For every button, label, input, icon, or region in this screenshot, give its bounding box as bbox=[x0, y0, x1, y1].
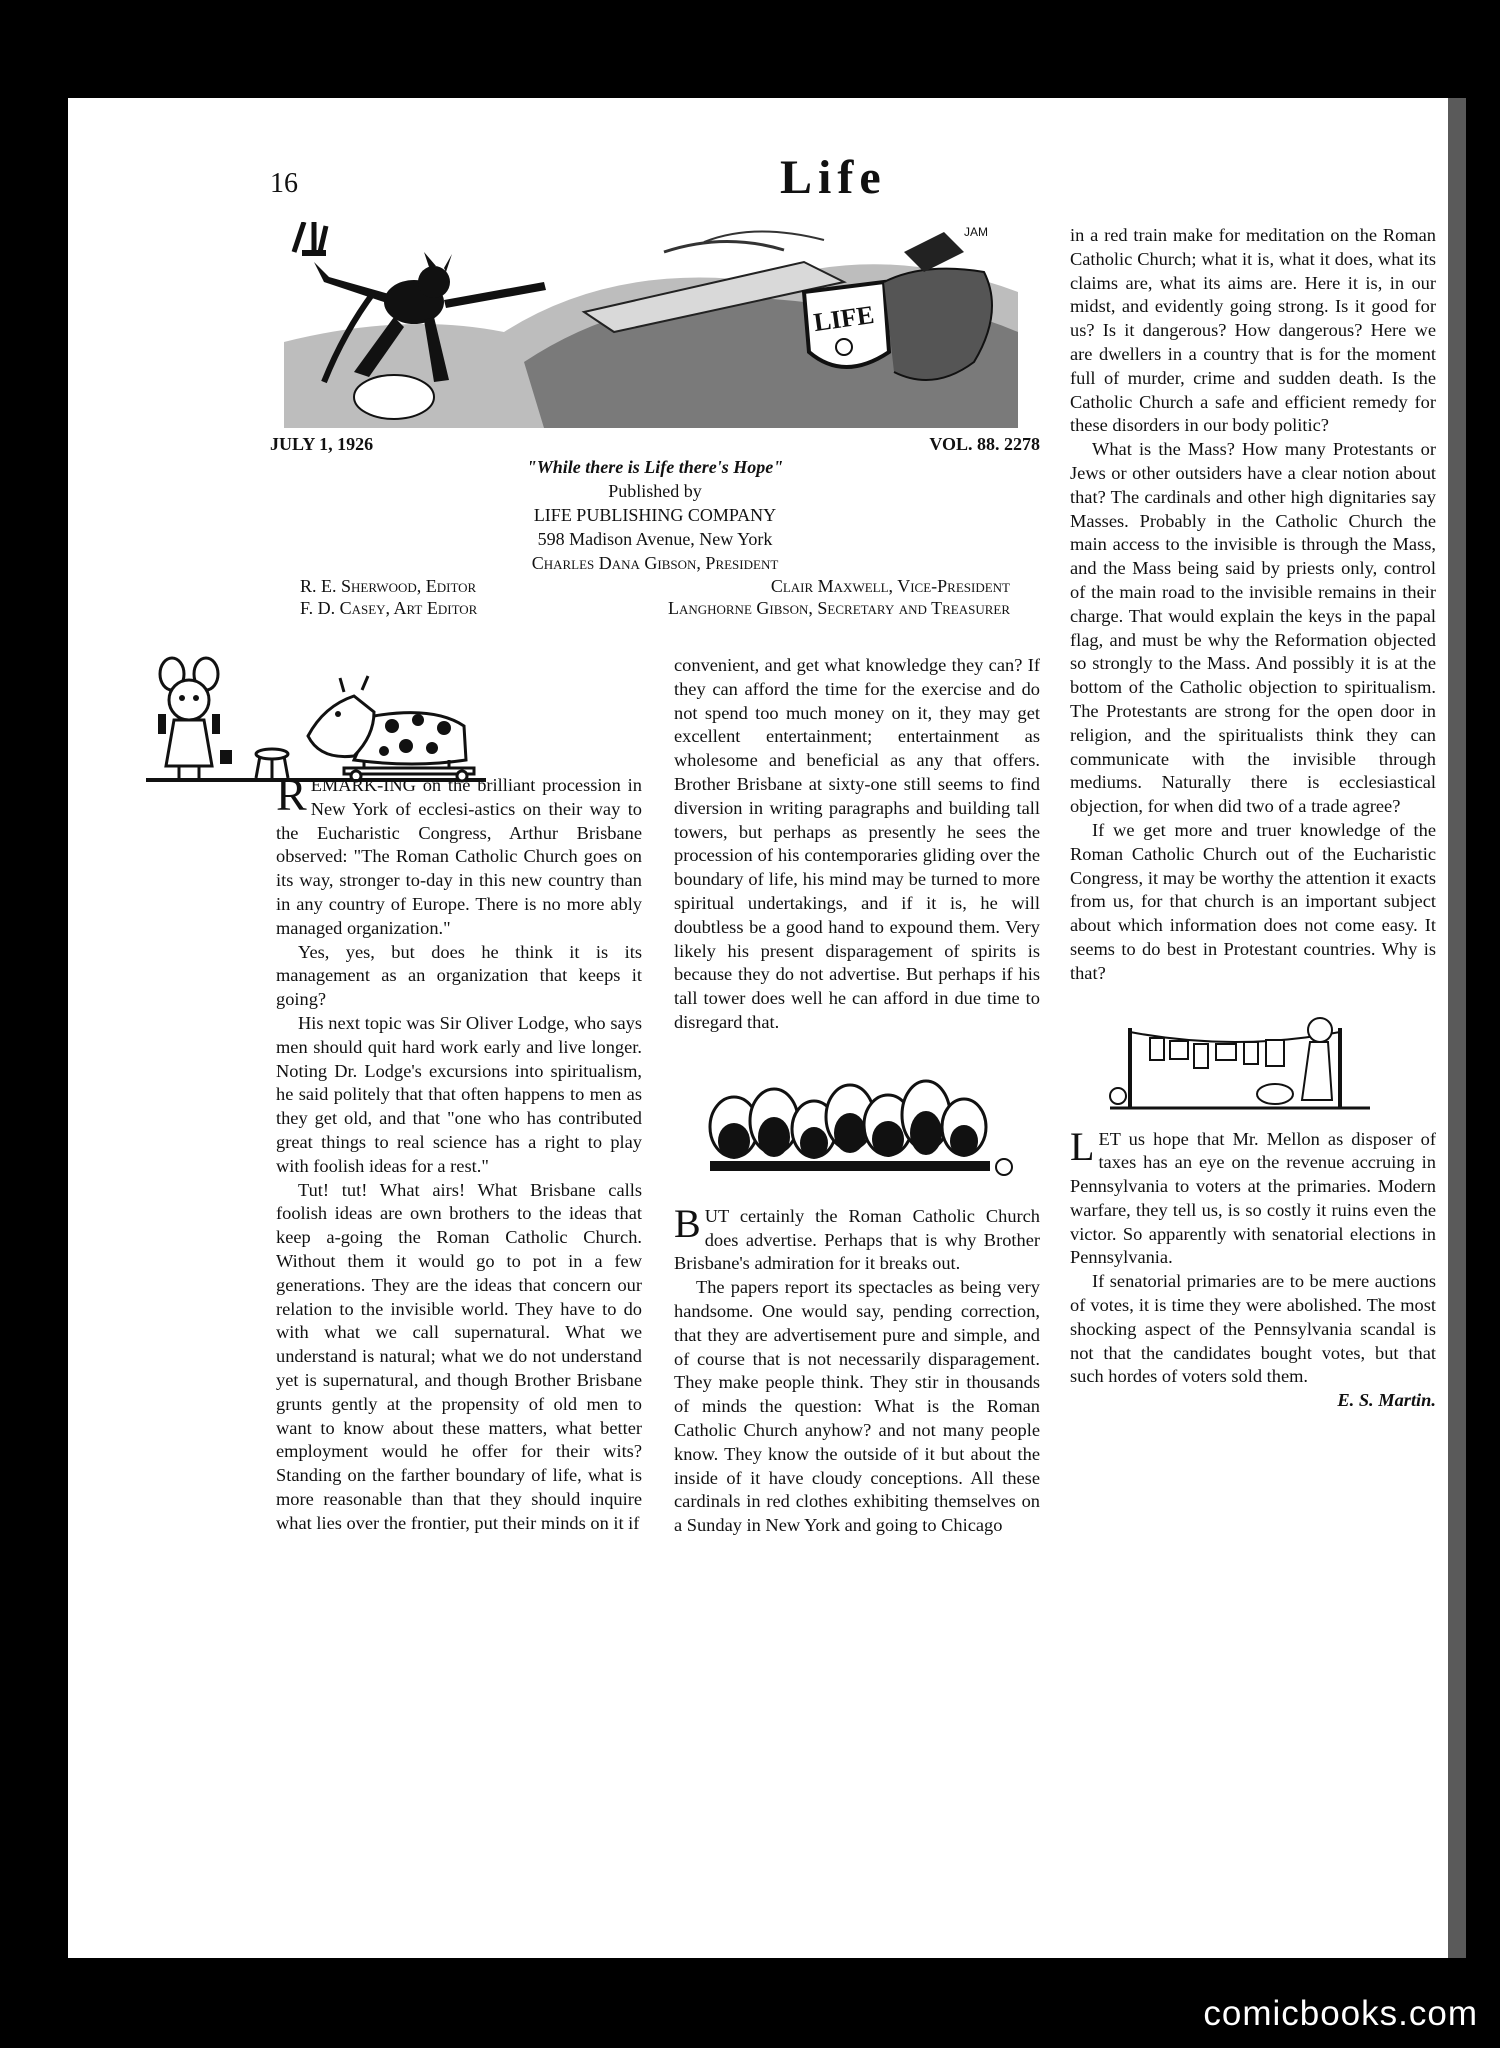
article-column-3 bbox=[1070, 224, 1436, 1413]
watermark: comicbooks.com bbox=[1203, 1994, 1478, 2033]
paragraph-12: If senatorial primaries are to be mere auctions of votes, it is time they were abolished. The most shocking aspect of the Pennsylvania scandal is not that the candidates bought votes, but that such hordes of voters sold them. bbox=[1070, 1271, 1436, 1387]
paragraph-1 bbox=[276, 769, 642, 941]
date-volume-row bbox=[270, 434, 1040, 455]
page-number: 16 bbox=[270, 168, 298, 199]
publisher-address: 598 Madison Avenue, New York bbox=[537, 529, 773, 549]
editorial-header bbox=[270, 434, 1040, 619]
paragraph-6-text: UT certainly the Roman Catholic Church does advertise. Perhaps that is why Brother Brisbane's admiration for it breaks out. bbox=[674, 1205, 1040, 1274]
article-column-2 bbox=[674, 654, 1040, 1538]
header-illustration bbox=[284, 222, 1018, 428]
issue-volume: VOL. 88. 2278 bbox=[929, 434, 1040, 454]
paragraph-3: His next topic was Sir Oliver Lodge, who says men should quit hard work early and live longer. Noting Dr. Lodge's excursions into spiritualism, he said politely that that often happens to men as they get old, and that "one who has contributed great things to real science has a right to play with foolish ideas for a rest." bbox=[276, 1012, 642, 1176]
drop-cap-r: R bbox=[276, 769, 307, 820]
paragraph-7: The papers report its spectacles as being very handsome. One would say, pending correction, that they are advertisement pure and simple, and of course that is not necessarily disparagement. They make people think. They stir in thousands of minds the question: What is the Roman Catholic Church anyhow? and not many people know. They know the outside of it but about the inside of it have cloudy conceptions. All these cardinals in red clothes exhibiting themselves on a Sunday in New York and going to Chicago bbox=[674, 1277, 1040, 1536]
clothesline-cartoon bbox=[1070, 1008, 1436, 1114]
paragraph-6 bbox=[674, 1200, 1040, 1276]
article-column-1 bbox=[276, 654, 642, 1536]
author-signature: E. S. Martin. bbox=[1337, 1390, 1436, 1411]
staff-row-2 bbox=[270, 597, 1040, 619]
secretary-line: Langhorne Gibson, Secretary and Treasurer bbox=[667, 598, 1010, 618]
page-edge bbox=[1448, 98, 1466, 1958]
editor-line: R. E. Sherwood, Editor bbox=[300, 576, 477, 596]
masthead-title: Life bbox=[780, 151, 887, 204]
paragraph-10: If we get more and truer knowledge of the Roman Catholic Church out of the Eucharistic Congress, it may be worthy the attention it exacts from us, for that church is an important subject about which information does not come easy. It seems to do best in Protestant countries. Why is that? bbox=[1070, 819, 1436, 983]
crowd-of-faces-cartoon bbox=[674, 1057, 1040, 1187]
issue-date: JULY 1, 1926 bbox=[270, 434, 374, 454]
motto: "While there is Life there's Hope" bbox=[526, 457, 784, 477]
paragraph-8: in a red train make for meditation on the Roman Catholic Church; what it is, what it does, what its claims are, what its aims are. Here it is, in our midst, and evidently going strong. Is it good for us? Is it dangerous? How dangerous? Here we are dwellers in a country that is for the moment full of murder, crime and sudden death. Is the Catholic Church a safe and efficient remedy for these disorders in our body politic? bbox=[1070, 225, 1436, 436]
artist-signature: JAM bbox=[964, 225, 988, 239]
publisher-name: LIFE PUBLISHING COMPANY bbox=[533, 505, 777, 525]
byline-row bbox=[1070, 1389, 1436, 1413]
paragraph-5: convenient, and get what knowledge they can? If they can afford the time for the exercise and do not spend too much money on it, they may get excellent entertainment; entertainment as wholesome and beneficial as any that offers. Brother Brisbane at sixty-one still seems to find diversion in writing paragraphs and building tall towers, but perhaps as presently he sees the procession of his contemporaries gliding over the boundary of life, his mind may be turned to more spiritual undertakings, and if it is, he will doubtless be a good hand to expound them. Very likely his present disparagement of spirits is because they do not advertise. But perhaps if his tall tower does well he can afford in due time to disregard that. bbox=[674, 655, 1040, 1032]
paragraph-11 bbox=[1070, 1123, 1436, 1271]
paragraph-9: What is the Mass? How many Protestants or Jews or other outsiders have a clear notion about that? The cardinals and other high dignitaries say Masses. Probably in the Catholic Church the main access to the invisible is through the Mass, and the Mass being said by priests only, control of the main road to the invisible remains in their charge. That would explain the keys in the papal flag, and must be why the Reformation objected so strongly to the Mass. And possibly it is at the bottom of the Catholic objection to spiritualism. The Protestants are strong for the open door in religion, and the spiritualists think they can communicate with the invisible through mediums. Naturally there is ecclesiastical objection, for when did two of a trade agree? bbox=[1070, 439, 1436, 817]
paragraph-1-text: EMARK-ING on the brilliant procession in New York of ecclesi-astics on their way to the Eucharistic Congress, Arthur Brisbane observed: "The Roman Catholic Church goes on its way, stronger to-day in this new country than in any country of Europe. There is no more ably managed organization." bbox=[276, 775, 642, 938]
president-line: Charles Dana Gibson, President bbox=[531, 553, 779, 573]
drop-cap-l: L bbox=[1070, 1123, 1095, 1169]
staff-row-1 bbox=[270, 575, 1040, 597]
published-by: Published by bbox=[608, 481, 702, 501]
shield-label: LIFE bbox=[811, 299, 876, 338]
vice-president-line: Clair Maxwell, Vice-President bbox=[770, 576, 1010, 596]
paragraph-4: Tut! tut! What airs! What Brisbane calls foolish ideas are own brothers to the ideas that keep a-going the Roman Catholic Church. Without them it would go to pot in a few generations. They are the ideas that concern our relation to the invisible world. They have to do with what we call supernatural. What we understand is natural; what we do not understand yet is supernatural, and though Brother Brisbane grunts gently at the propensity of old men to want to know about these matters, what better employment would he offer for their wits? Standing on the farther boundary of life, what is more reasonable than that they should inquire what lies over the frontier, put their minds on it if bbox=[276, 1179, 642, 1533]
art-editor-line: F. D. Casey, Art Editor bbox=[300, 598, 478, 618]
paragraph-2: Yes, yes, but does he think it is its management as an organization that keeps it going? bbox=[276, 941, 642, 1010]
paragraph-11-text: ET us hope that Mr. Mellon as disposer of taxes has an eye on the revenue accruing in Pennsylvania to voters at the primaries. Modern warfare, they tell us, is so costly it ruins even the victor. So apparently with senatorial elections in Pennsylvania. bbox=[1070, 1128, 1436, 1268]
drop-cap-b: B bbox=[674, 1200, 701, 1246]
